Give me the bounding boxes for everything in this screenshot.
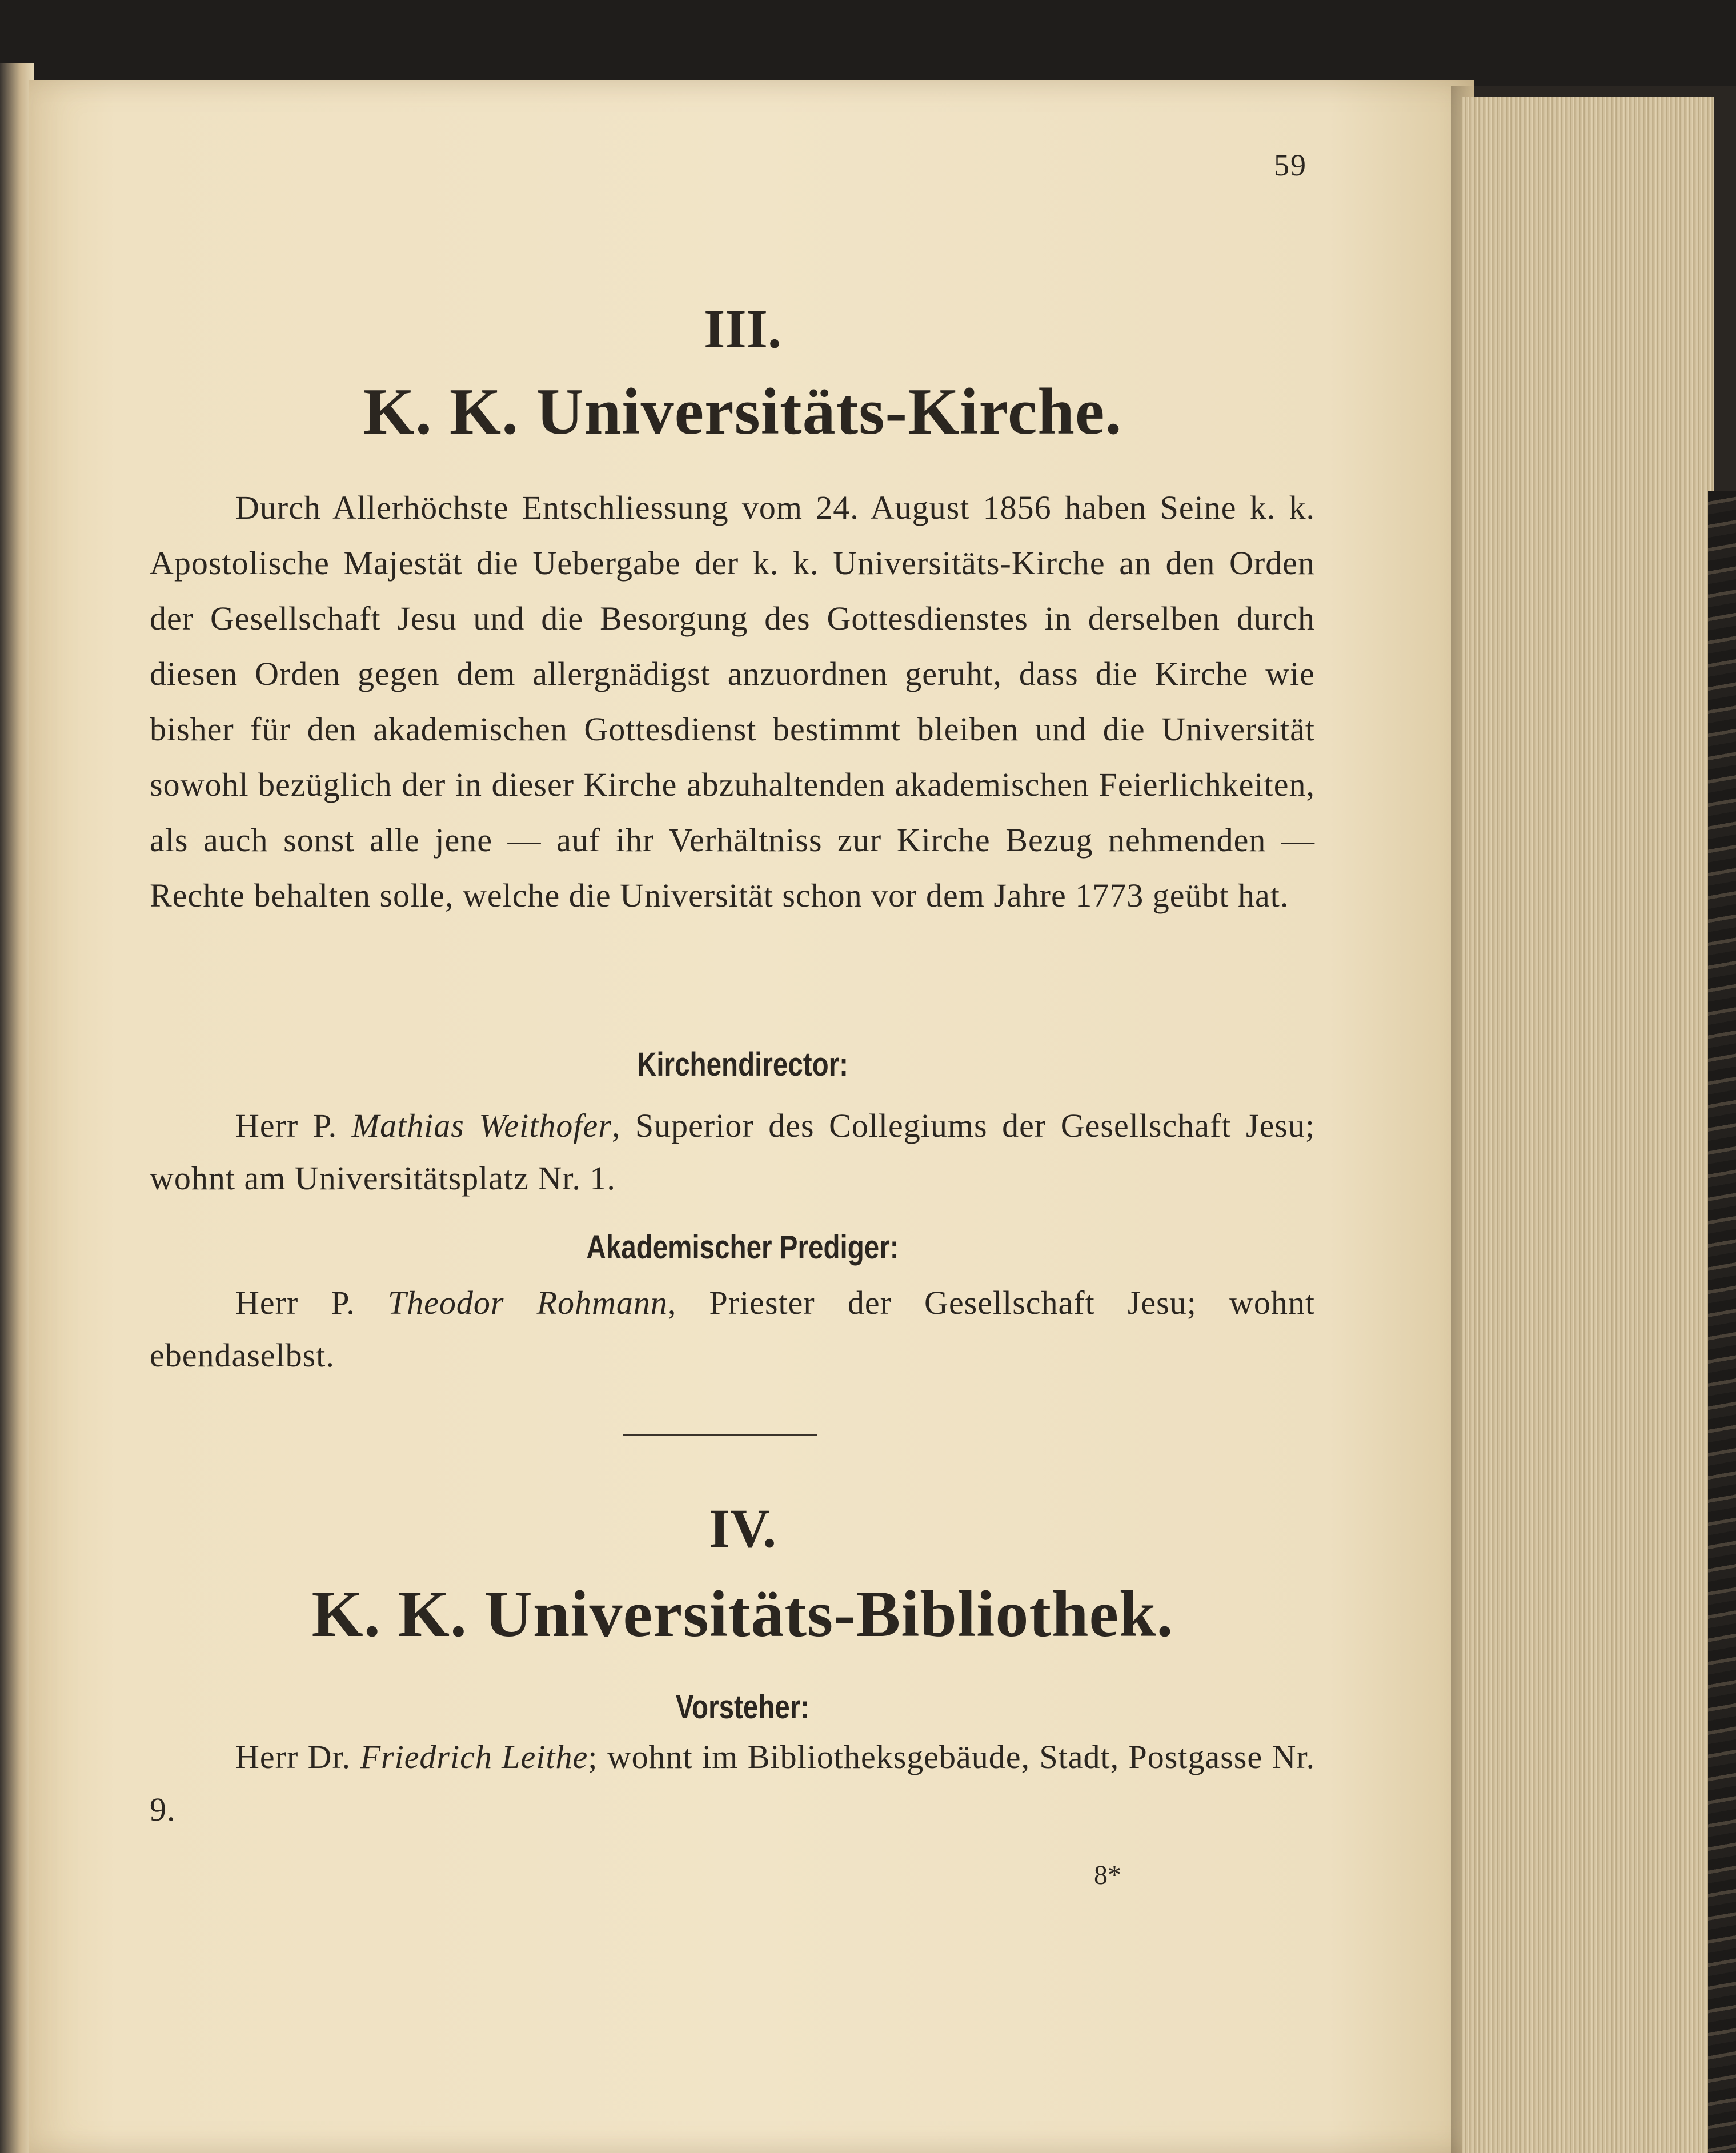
head-text: ; wohnt im Bibliotheksgebäude, Stadt, Postgasse Nr. 9.: [150, 1738, 1315, 1828]
preacher-name: Theodor Rohmann: [387, 1284, 668, 1321]
director-name: Mathias Weithofer: [351, 1107, 612, 1144]
section-divider: [623, 1434, 817, 1436]
head-heading: Vorsteher:: [675, 1689, 810, 1726]
preacher-entry: [150, 1277, 1315, 1382]
preacher-text: , Priester der Gesellschaft Jesu; wohnt ebendaselbst.: [150, 1284, 1315, 1374]
head-prefix: Herr Dr.: [235, 1738, 351, 1775]
section-3-numeral: III.: [703, 298, 782, 359]
section-3-title: K. K. Universitäts-Kirche.: [363, 375, 1122, 448]
director-heading: Kirchendirector:: [637, 1046, 848, 1083]
director-prefix: Herr P.: [235, 1107, 338, 1144]
page-number: 59: [1274, 148, 1307, 182]
signature-mark: 8*: [1094, 1860, 1121, 1890]
section-3-body: Durch Allerhöchste Entschliessung vom 24. August 1856 haben Seine k. k. Apostolische Majestät die Uebergabe der k. k. Universitäts-Kirche an den Orden der Gesellschaft Jesu und die Besorgung des Gottesdienstes in derselben durch diesen Orden gegen dem allergnädigst anzuordnen geruht, dass die Kirche wie bisher für den akademischen Gottesdienst bestimmt bleiben und die Universität sowohl bezüglich der in dieser Kirche abzuhaltenden akademischen Feierlichkeiten, als auch sonst alle jene — auf ihr Verhältniss zur Kirche Bezug nehmenden — Rechte behalten solle, welche die Universität schon vor dem Jahre 1773 geübt hat.: [150, 489, 1315, 914]
preacher-heading: Akademischer Prediger:: [586, 1229, 899, 1266]
director-text: , Superior des Collegiums der Gesellschaft Jesu; wohnt am Universitätsplatz Nr. 1.: [150, 1107, 1315, 1197]
section-4-numeral: IV.: [708, 1498, 777, 1559]
section-4-title: K. K. Universitäts-Bibliothek.: [311, 1578, 1174, 1651]
preacher-prefix: Herr P.: [235, 1284, 355, 1321]
head-entry: [150, 1731, 1315, 1836]
director-entry: [150, 1100, 1315, 1205]
head-name: Friedrich Leithe: [360, 1738, 588, 1775]
